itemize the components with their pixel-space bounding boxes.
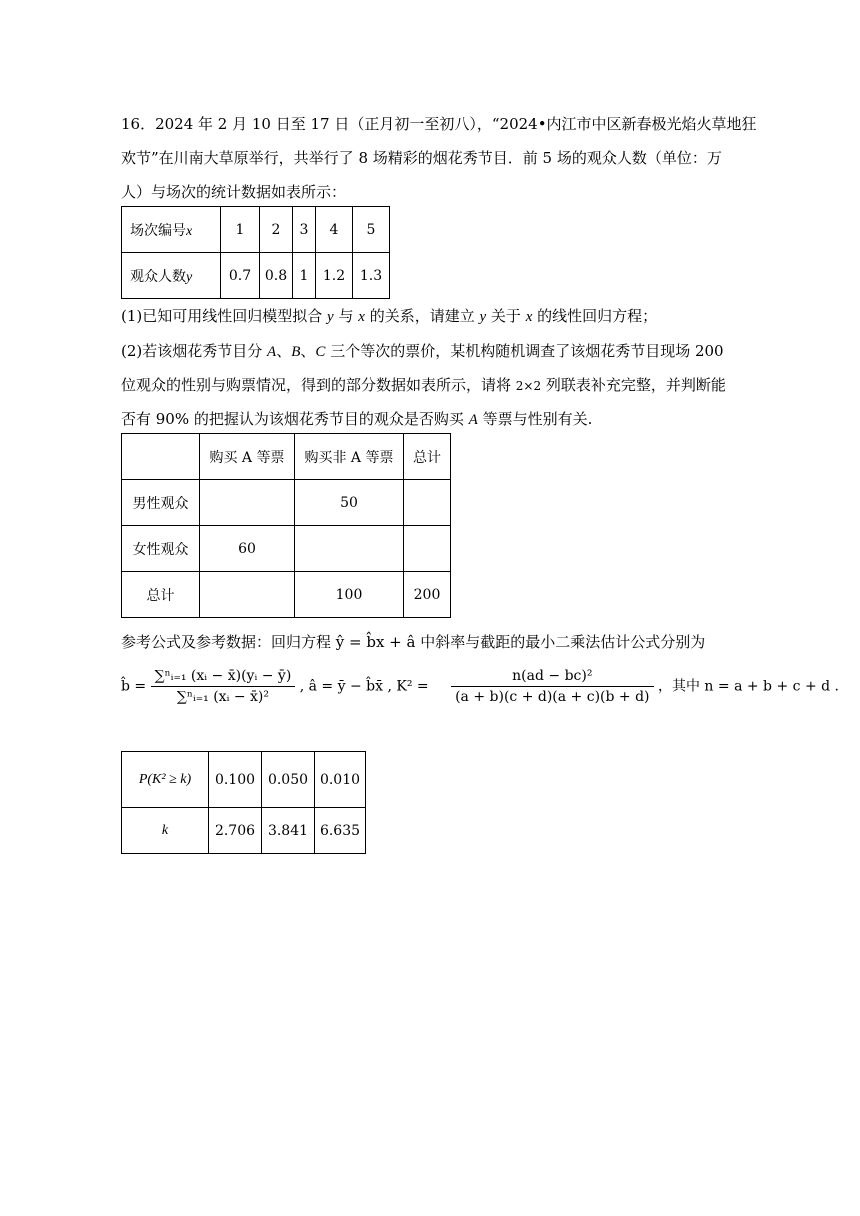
part-2-line-2: 位观众的性别与购票情况，得到的部分数据如表所示，请将 2×2 列联表补充完整，并判断能 — [121, 376, 726, 394]
cell: 5 — [353, 207, 390, 253]
row-label: 总计 — [122, 572, 200, 618]
part-2-line-1: (2)若该烟花秀节目分 A、B、C 三个等次的票价，某机构随机调查了该烟花秀节目现场 200 — [121, 342, 724, 360]
cell — [295, 526, 404, 572]
formula-line: b̂ = $\frac{\text{∑ⁿᵢ₌₁ (xᵢ − x̄)(yᵢ − ȳ)}}{\text{∑ⁿᵢ₌₁ (xᵢ − x̄)²}}$ , â = ȳ − b̂x̄ , K² = $\frac{\text{n(ad − bc)²}}{(a + b)(c + d)(a + c)(b + d)}$ ，其中 n = a + b + c + d . — [121, 668, 839, 705]
row-label-audience: 观众人数y — [122, 253, 221, 299]
contingency-table — [121, 433, 451, 618]
header-cell: 购买非 A 等票 — [295, 434, 404, 480]
cell: 1.3 — [353, 253, 390, 299]
cell: k — [122, 808, 209, 854]
cell: 3.841 — [262, 808, 315, 854]
cell: 0.010 — [315, 752, 366, 808]
header-cell: 总计 — [404, 434, 451, 480]
part-1: (1)已知可用线性回归模型拟合 y 与 x 的关系，请建立 y 关于 x 的线性回归方程； — [121, 307, 658, 325]
cell: 100 — [295, 572, 404, 618]
cell: 0.7 — [221, 253, 260, 299]
cell: 200 — [404, 572, 451, 618]
cell: 4 — [316, 207, 353, 253]
row-label-session: 场次编号x — [122, 207, 221, 253]
k-squared-fraction: $\frac{\text{n(ad − bc)²}}{(a + b)(c + d)(a + c)(b + d)}$ — [451, 668, 653, 705]
reference-intro: 参考公式及参考数据：回归方程 ŷ = b̂x + â 中斜率与截距的最小二乘法估计公式分别为 — [121, 633, 706, 651]
cell: 1 — [221, 207, 260, 253]
cell — [404, 526, 451, 572]
cell: P(K² ≥ k) — [122, 752, 209, 808]
cell: 3 — [293, 207, 316, 253]
cell: 6.635 — [315, 808, 366, 854]
cell: 2 — [260, 207, 293, 253]
problem-line-2: 欢节”在川南大草原举行，共举行了 8 场精彩的烟花秀节目．前 5 场的观众人数（单位：万 — [121, 149, 722, 167]
problem-line-1: 16．2024 年 2 月 10 日至 17 日（正月初一至初八），“2024•内江市中区新春极光焰火草地狂 — [121, 115, 757, 133]
header-cell: 购买 A 等票 — [200, 434, 295, 480]
cell: 2.706 — [209, 808, 262, 854]
cell: 1 — [293, 253, 316, 299]
part-2-line-3: 否有 90% 的把握认为该烟花秀节目的观众是否购买 A 等票与性别有关. — [121, 410, 593, 428]
attendance-table — [121, 206, 390, 299]
cell — [404, 480, 451, 526]
cell: 0.100 — [209, 752, 262, 808]
header-cell — [122, 434, 200, 480]
problem-line-3: 人）与场次的统计数据如表所示： — [121, 183, 347, 201]
cell: 0.050 — [262, 752, 315, 808]
cell — [200, 480, 295, 526]
critical-value-table — [121, 751, 366, 854]
cell: 50 — [295, 480, 404, 526]
b-hat-fraction: $\frac{\text{∑ⁿᵢ₌₁ (xᵢ − x̄)(yᵢ − ȳ)}}{\text{∑ⁿᵢ₌₁ (xᵢ − x̄)²}}$ — [151, 668, 296, 705]
cell — [200, 572, 295, 618]
row-label: 女性观众 — [122, 526, 200, 572]
row-label: 男性观众 — [122, 480, 200, 526]
cell: 0.8 — [260, 253, 293, 299]
cell: 60 — [200, 526, 295, 572]
cell: 1.2 — [316, 253, 353, 299]
